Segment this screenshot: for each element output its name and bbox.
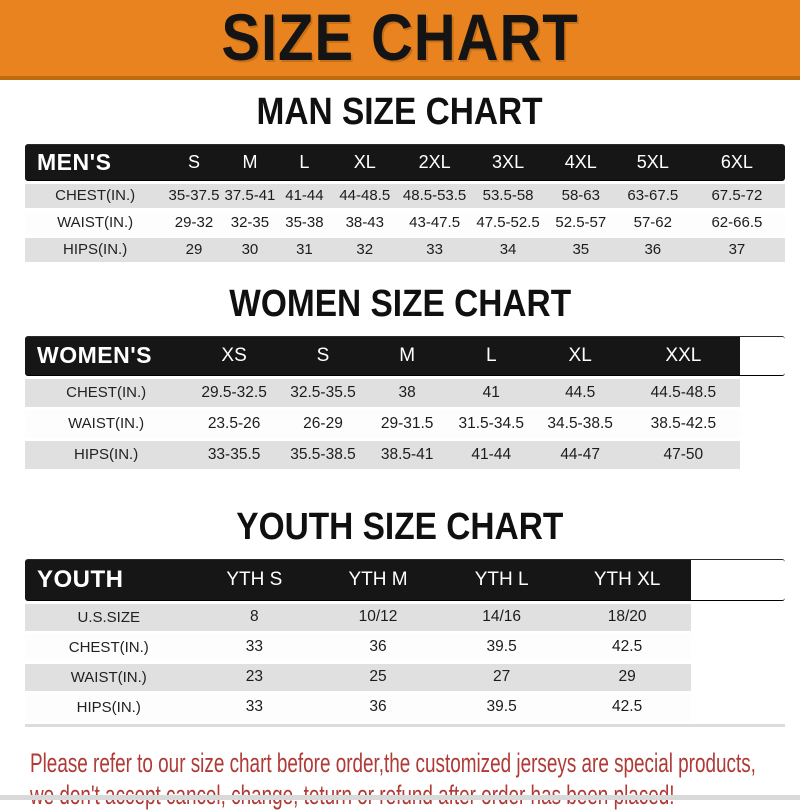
size-header-row <box>25 144 785 181</box>
spacer-cell <box>740 410 785 438</box>
table-row <box>25 664 785 691</box>
size-value: 32.5-35.5 <box>281 379 365 407</box>
table-row <box>25 184 785 208</box>
women-section-heading <box>0 282 800 325</box>
size-value: 41 <box>449 379 533 407</box>
table-row <box>25 211 785 235</box>
size-value: 36 <box>316 634 440 661</box>
size-value: 38 <box>365 379 449 407</box>
size-value: 36 <box>617 238 689 262</box>
size-value: 31.5-34.5 <box>449 410 533 438</box>
size-value: 29.5-32.5 <box>187 379 281 407</box>
table-row <box>25 379 785 407</box>
table-title-cell: YOUTH <box>25 559 193 601</box>
size-column-header: M <box>365 336 449 376</box>
men-size-section <box>0 93 800 265</box>
size-value: 44.5 <box>533 379 627 407</box>
size-value: 27 <box>440 664 564 691</box>
size-value: 18/20 <box>563 604 690 631</box>
men-size-table <box>25 141 785 265</box>
row-label: CHEST(IN.) <box>25 184 165 208</box>
size-column-header: YTH S <box>193 559 317 601</box>
size-chart-banner <box>0 0 800 80</box>
size-value: 23.5-26 <box>187 410 281 438</box>
table-row <box>25 441 785 469</box>
banner-title: SIZE CHART <box>221 0 579 74</box>
size-value: 34.5-38.5 <box>533 410 627 438</box>
size-value: 25 <box>316 664 440 691</box>
size-value: 53.5-58 <box>471 184 544 208</box>
size-value: 43-47.5 <box>398 211 471 235</box>
table-row <box>25 410 785 438</box>
men-section-heading <box>0 93 800 133</box>
size-value: 26-29 <box>281 410 365 438</box>
table-row <box>25 604 785 631</box>
size-value: 41-44 <box>277 184 332 208</box>
youth-section-heading-text: YOUTH SIZE CHART <box>236 505 564 548</box>
size-value: 44.5-48.5 <box>627 379 740 407</box>
row-label: HIPS(IN.) <box>25 694 193 721</box>
size-value: 41-44 <box>449 441 533 469</box>
spacer-cell <box>740 336 785 376</box>
size-column-header: S <box>165 144 222 181</box>
size-value: 29 <box>563 664 690 691</box>
size-column-header: YTH L <box>440 559 564 601</box>
size-column-header: L <box>277 144 332 181</box>
size-column-header: 5XL <box>617 144 689 181</box>
size-value: 35 <box>545 238 617 262</box>
size-value: 47.5-52.5 <box>471 211 544 235</box>
size-value: 42.5 <box>563 694 690 721</box>
spacer-cell <box>740 379 785 407</box>
table-row <box>25 238 785 262</box>
size-column-header: XXL <box>627 336 740 376</box>
spacer-cell <box>691 634 785 661</box>
size-value: 10/12 <box>316 604 440 631</box>
size-value: 35-38 <box>277 211 332 235</box>
size-header-row <box>25 559 785 601</box>
size-column-header: 2XL <box>398 144 471 181</box>
spacer-cell <box>691 559 785 601</box>
row-label: CHEST(IN.) <box>25 634 193 661</box>
size-value: 63-67.5 <box>617 184 689 208</box>
size-value: 62-66.5 <box>689 211 785 235</box>
size-value: 36 <box>316 694 440 721</box>
size-value: 23 <box>193 664 317 691</box>
size-value: 37 <box>689 238 785 262</box>
size-value: 32 <box>332 238 398 262</box>
size-value: 32-35 <box>223 211 278 235</box>
size-value: 29 <box>165 238 222 262</box>
row-label: HIPS(IN.) <box>25 238 165 262</box>
size-column-header: YTH XL <box>563 559 690 601</box>
youth-size-section <box>0 505 800 727</box>
youth-section-heading <box>0 505 800 548</box>
size-value: 52.5-57 <box>545 211 617 235</box>
men-section-heading-text: MAN SIZE CHART <box>256 91 544 133</box>
size-column-header: 4XL <box>545 144 617 181</box>
size-column-header: YTH M <box>316 559 440 601</box>
size-value: 8 <box>193 604 317 631</box>
size-value: 38-43 <box>332 211 398 235</box>
size-value: 39.5 <box>440 694 564 721</box>
size-value: 33 <box>193 634 317 661</box>
size-value: 37.5-41 <box>223 184 278 208</box>
spacer-cell <box>691 664 785 691</box>
spacer-cell <box>691 604 785 631</box>
size-value: 44-47 <box>533 441 627 469</box>
size-column-header: 3XL <box>471 144 544 181</box>
size-value: 35.5-38.5 <box>281 441 365 469</box>
size-value: 38.5-41 <box>365 441 449 469</box>
spacer-cell <box>740 441 785 469</box>
size-column-header: M <box>223 144 278 181</box>
table-title-cell: WOMEN'S <box>25 336 187 376</box>
size-column-header: S <box>281 336 365 376</box>
size-value: 14/16 <box>440 604 564 631</box>
size-value: 57-62 <box>617 211 689 235</box>
row-label: HIPS(IN.) <box>25 441 187 469</box>
size-value: 33 <box>193 694 317 721</box>
size-value: 44-48.5 <box>332 184 398 208</box>
row-label: CHEST(IN.) <box>25 379 187 407</box>
bottom-divider <box>0 795 800 800</box>
youth-size-table <box>25 556 785 727</box>
size-value: 42.5 <box>563 634 690 661</box>
size-column-header: XS <box>187 336 281 376</box>
row-label: WAIST(IN.) <box>25 211 165 235</box>
size-value: 38.5-42.5 <box>627 410 740 438</box>
size-value: 31 <box>277 238 332 262</box>
women-size-section <box>0 282 800 472</box>
size-column-header: 6XL <box>689 144 785 181</box>
size-column-header: XL <box>533 336 627 376</box>
disclaimer-note <box>30 747 800 811</box>
table-row <box>25 694 785 721</box>
size-value: 67.5-72 <box>689 184 785 208</box>
size-value: 48.5-53.5 <box>398 184 471 208</box>
row-label: WAIST(IN.) <box>25 410 187 438</box>
size-column-header: XL <box>332 144 398 181</box>
size-header-row <box>25 336 785 376</box>
spacer-cell <box>691 694 785 721</box>
size-value: 34 <box>471 238 544 262</box>
size-value: 30 <box>223 238 278 262</box>
size-column-header: L <box>449 336 533 376</box>
row-label: U.S.SIZE <box>25 604 193 631</box>
size-value: 35-37.5 <box>165 184 222 208</box>
size-value: 58-63 <box>545 184 617 208</box>
size-value: 39.5 <box>440 634 564 661</box>
size-value: 29-32 <box>165 211 222 235</box>
disclaimer-line-1: Please refer to our size chart before order,the customized jerseys are special products, <box>30 747 756 778</box>
table-title-cell: MEN'S <box>25 144 165 181</box>
women-size-table <box>25 333 785 472</box>
table-row <box>25 634 785 661</box>
women-section-heading-text: WOMEN SIZE CHART <box>229 282 571 325</box>
size-value: 33 <box>398 238 471 262</box>
row-label: WAIST(IN.) <box>25 664 193 691</box>
size-value: 29-31.5 <box>365 410 449 438</box>
size-value: 33-35.5 <box>187 441 281 469</box>
size-value: 47-50 <box>627 441 740 469</box>
